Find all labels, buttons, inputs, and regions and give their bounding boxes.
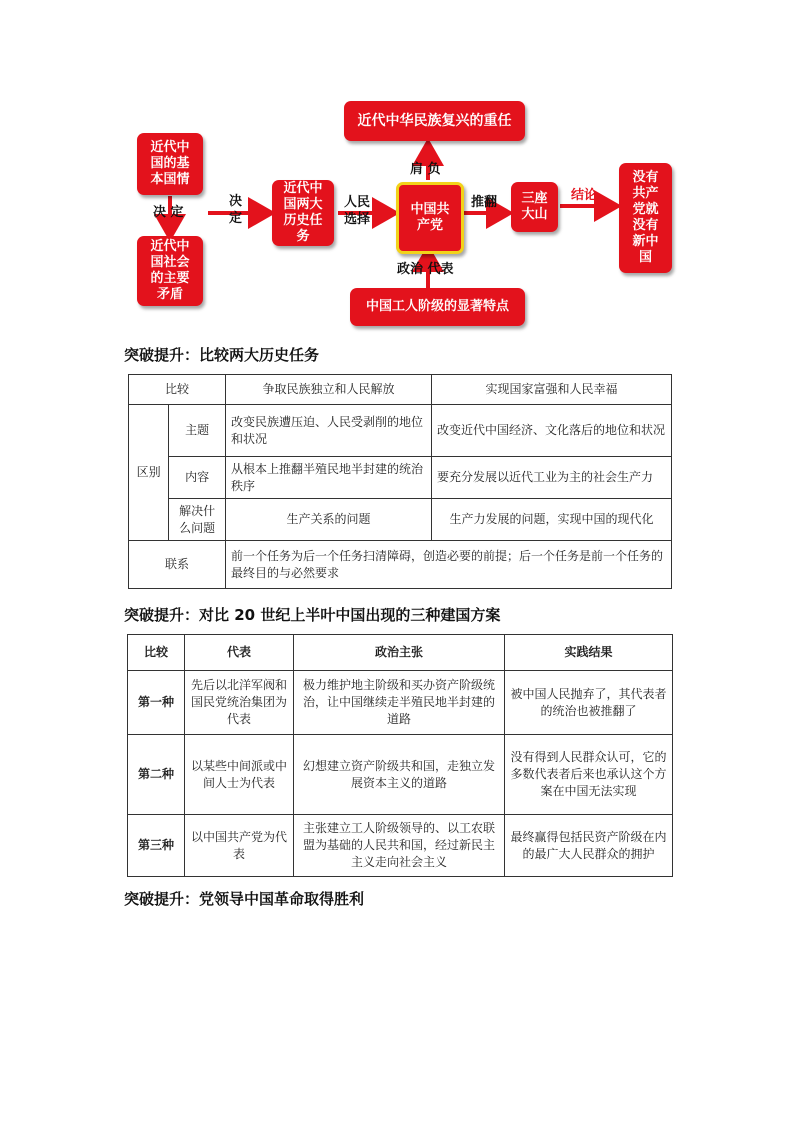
table-cell: 极力维护地主阶级和买办资产阶级统治，让中国继续走半殖民地半封建的道路 <box>294 671 505 735</box>
table-cell: 被中国人民抛弃了，其代表者的统治也被推翻了 <box>505 671 673 735</box>
table-header-cell: 实现国家富强和人民幸福 <box>432 375 672 405</box>
label-people-choose: 人民 选择 <box>344 195 371 227</box>
label-decide-vertical: 决 定 <box>153 205 184 220</box>
table-header-cell: 政治主张 <box>294 635 505 671</box>
table-cell: 先后以北洋军阀和国民党统治集团为代表 <box>185 671 294 735</box>
box-basic-conditions: 近代中 国的基 本国情 <box>137 133 203 195</box>
table-row <box>128 671 673 735</box>
table-header-cell: 代表 <box>185 635 294 671</box>
box-rejuvenation-task: 近代中华民族复兴的重任 <box>344 101 525 141</box>
label-political-representative: 政治 代表 <box>397 262 454 277</box>
table-cell: 幻想建立资产阶级共和国，走独立发展资本主义的道路 <box>294 735 505 815</box>
table-cell: 以中国共产党为代表 <box>185 815 294 877</box>
table-row <box>129 405 672 457</box>
row-label: 第二种 <box>128 735 185 815</box>
section-heading-victory: 突破提升：党领导中国革命取得胜利 <box>124 890 365 908</box>
row-label: 第一种 <box>128 671 185 735</box>
table-cell: 改变近代中国经济、文化落后的地位和状况 <box>432 405 672 457</box>
table-header-cell: 比较 <box>128 635 185 671</box>
box-communist-party: 中国共 产党 <box>396 182 464 254</box>
table-cell: 前一个任务为后一个任务扫清障碍，创造必要的前提；后一个任务是前一个任务的最终目的与必然要求 <box>226 541 672 589</box>
row-label: 主题 <box>169 405 226 457</box>
table-header-cell: 比较 <box>129 375 226 405</box>
box-three-mountains: 三座 大山 <box>511 182 558 232</box>
row-label: 解决什么问题 <box>169 499 226 541</box>
box-historic-tasks: 近代中 国两大 历史任 务 <box>272 180 334 246</box>
table-cell: 以某些中间派或中间人士为代表 <box>185 735 294 815</box>
section-heading-tasks: 突破提升：比较两大历史任务 <box>124 346 320 364</box>
row-label: 联系 <box>129 541 226 589</box>
table-cell: 没有得到人民群众认可，它的多数代表者后来也承认这个方案在中国无法实现 <box>505 735 673 815</box>
table-cell: 生产关系的问题 <box>226 499 432 541</box>
box-conclusion: 没有 共产 党就 没有 新中 国 <box>619 163 672 273</box>
row-label: 内容 <box>169 457 226 499</box>
box-main-contradiction: 近代中 国社会 的主要 矛盾 <box>137 236 203 306</box>
table-cell: 主张建立工人阶级领导的、以工农联盟为基础的人民共和国，经过新民主主义走向社会主义 <box>294 815 505 877</box>
table-row <box>128 815 673 877</box>
label-overthrow: 推翻 <box>471 195 498 210</box>
table-cell: 从根本上推翻半殖民地半封建的统治秩序 <box>226 457 432 499</box>
row-label: 第三种 <box>128 815 185 877</box>
table-cell: 改变民族遭压迫、人民受剥削的地位和状况 <box>226 405 432 457</box>
plans-comparison-table <box>127 634 673 877</box>
tasks-comparison-table <box>128 374 672 589</box>
label-conclusion: 结论 <box>571 188 598 203</box>
label-shoulder: 肩 负 <box>410 162 441 177</box>
section-heading-plans: 突破提升：对比 20 世纪上半叶中国出现的三种建国方案 <box>124 606 501 624</box>
box-working-class: 中国工人阶级的显著特点 <box>350 288 525 326</box>
table-cell: 生产力发展的问题，实现中国的现代化 <box>432 499 672 541</box>
label-decide: 决 定 <box>229 194 243 226</box>
table-row <box>129 457 672 499</box>
table-cell: 要充分发展以近代工业为主的社会生产力 <box>432 457 672 499</box>
table-row <box>128 735 673 815</box>
group-label: 区别 <box>129 405 169 541</box>
table-cell: 最终赢得包括民资产阶级在内的最广大人民群众的拥护 <box>505 815 673 877</box>
table-row <box>129 541 672 589</box>
table-row <box>129 499 672 541</box>
table-header-cell: 实践结果 <box>505 635 673 671</box>
table-header-cell: 争取民族独立和人民解放 <box>226 375 432 405</box>
